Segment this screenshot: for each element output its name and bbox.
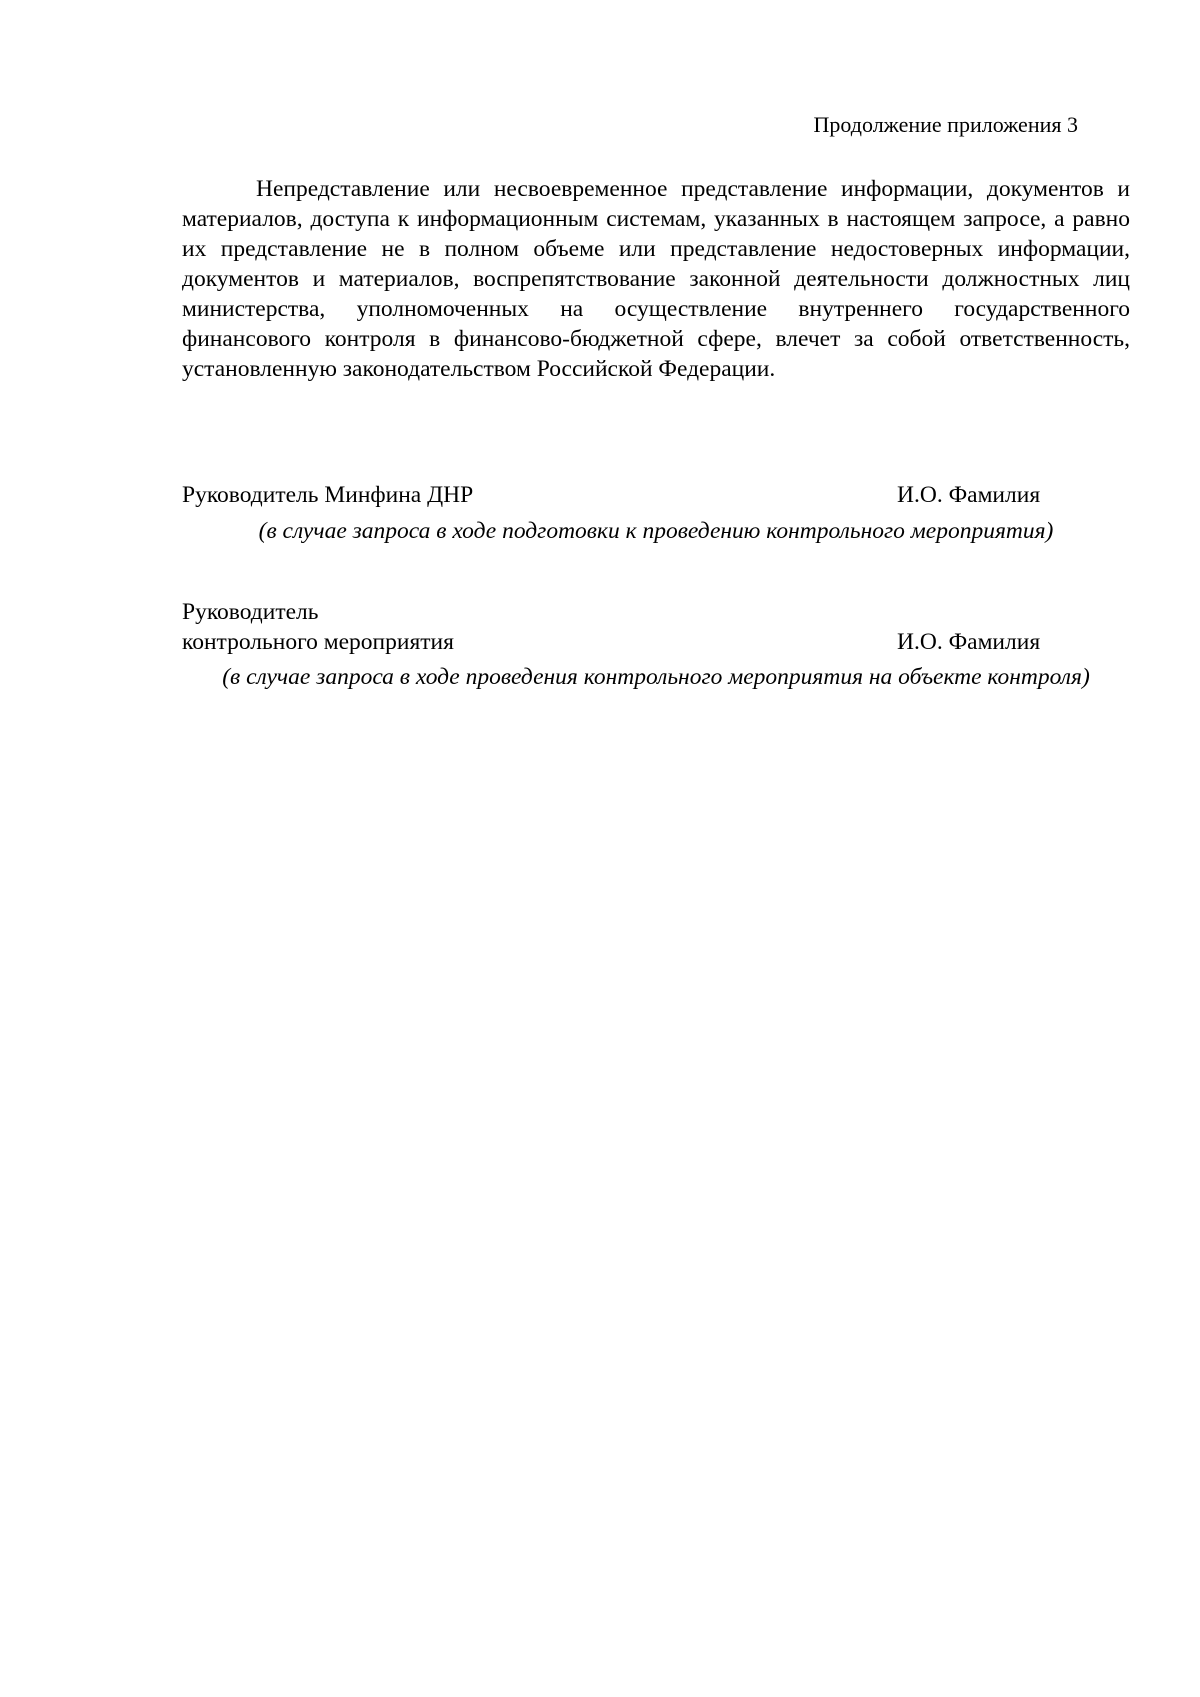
signature-2-title-line-1: Руководитель bbox=[182, 599, 319, 625]
signature-2-title-line-2: контрольного мероприятия bbox=[182, 629, 454, 655]
liability-paragraph: Непредставление или несвоевременное представление информации, документов и материалов, доступа к информационным системам, указанных в настоящем запросе, а равно их представление не в полном объеме или представление недостоверных информации, документов и материалов, воспрепятствование законной деятельности должностных лиц министерства, уполномоченных на осуществление внутреннего государственного финансового контроля в финансово-бюджетной сфере, влечет за собой ответственность, установленную законодательством Российской Федерации. bbox=[182, 176, 1130, 382]
signature-2-name: И.О. Фамилия bbox=[897, 629, 1041, 655]
signature-1-name: И.О. Фамилия bbox=[897, 482, 1041, 508]
signature-1-title: Руководитель Минфина ДНР bbox=[182, 482, 474, 508]
appendix-continuation-header: Продолжение приложения 3 bbox=[813, 112, 1078, 137]
signature-2-note: (в случае запроса в ходе проведения контрольного мероприятия на объекте контроля) bbox=[222, 664, 1090, 690]
signature-1-note: (в случае запроса в ходе подготовки к проведению контрольного мероприятия) bbox=[258, 518, 1054, 544]
